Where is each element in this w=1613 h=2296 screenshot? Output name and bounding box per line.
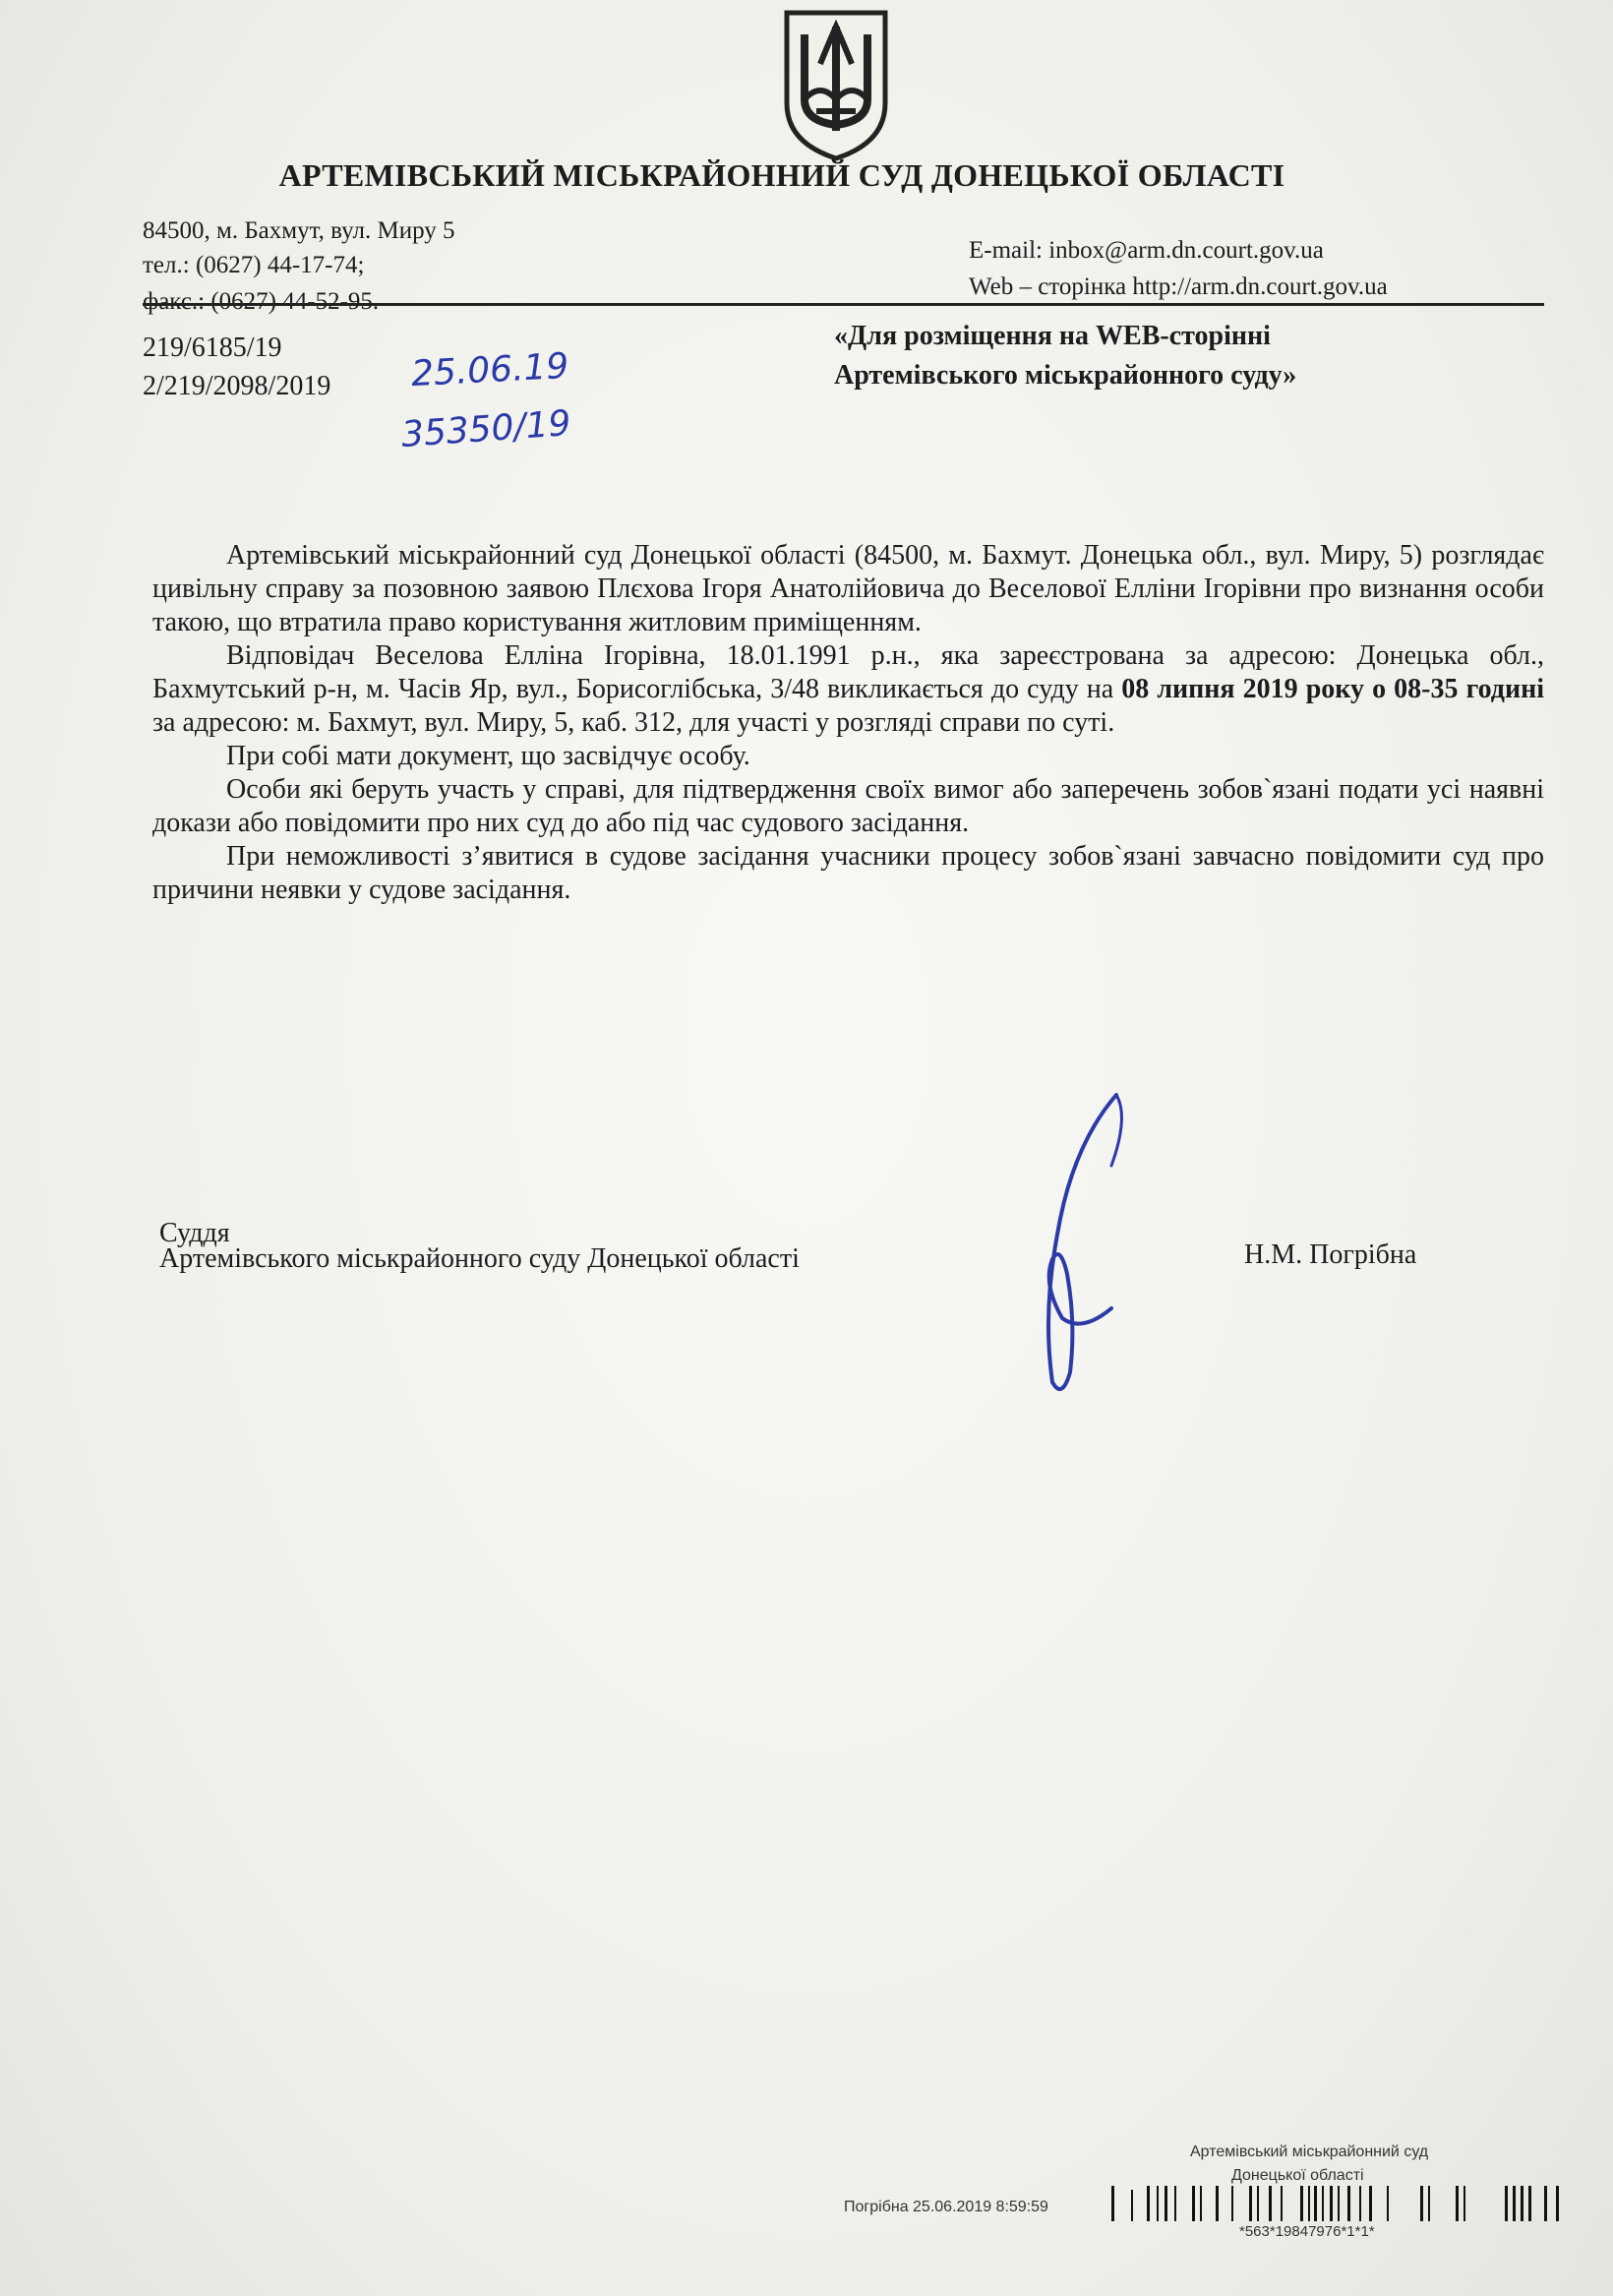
paragraph-id-document: При собі мати документ, що засвідчує особу. [226,741,750,771]
notice-body [152,539,1544,907]
registration-stamp: Погрібна 25.06.2019 8:59:59 [844,2199,1048,2215]
handwritten-date: 25.06.19 [410,345,570,395]
court-address: 84500, м. Бахмут, вул. Миру 5 [143,217,455,244]
case-reference-1: 219/6185/19 [143,332,282,363]
paragraph-case-description: Артемівський міськрайонний суд Донецької області (84500, м. Бахмут. Донецька обл., вул. Миру, 5) розглядає цивільну справу за позовною заявою Плєхова Ігоря Анатолійовича до Веселової Елліни Ігорівни про визнання особи такою, що втратила право користування житловим приміщенням. [152,540,1544,637]
web-note-line1: «Для розміщення на WEB-сторінні [834,321,1271,351]
stamp-court-line1: Артемівський міськрайонний суд [1190,2144,1429,2160]
web-note-line2: Артемівського міськрайонного суду» [834,360,1297,391]
barcode-text: *563*19847976*1*1* [1239,2223,1375,2240]
stamp-court-line2: Донецької області [1231,2167,1364,2184]
court-fax: факс.: (0627) 44-52-95. [143,288,380,315]
court-website: Web – сторінка http://arm.dn.court.gov.ua [969,273,1388,300]
web-publication-note [834,317,1296,395]
judge-signature-icon [1013,1087,1141,1402]
trident-coat-of-arms-icon [777,5,895,162]
judge-name: Н.М. Погрібна [1244,1239,1417,1270]
paragraph-summons [152,639,1544,740]
court-email: E-mail: inbox@arm.dn.court.gov.ua [969,237,1324,264]
summons-text-a: Відповідач Веселова Елліна Ігорівна, 18.01.1991 р.н., яка зареєстрована за адресою: Донецька обл., Бахмутський р-н, м. Часів Яр, вул., Борисоглібська, 3/48 викликається до суду на [152,640,1544,704]
judge-court: Артемівського міськрайонного суду Донецької області [159,1243,800,1274]
judge-title: Суддя [159,1218,230,1248]
handwritten-incoming-number: 35350/19 [399,403,572,455]
summons-text-b: за адресою: м. Бахмут, вул. Миру, 5, каб. 312, для участі у розгляді справи по суті. [152,707,1115,738]
summons-date-time: 08 липня 2019 року о 08-35 годині [1121,674,1544,704]
header-divider [143,303,1544,306]
paragraph-absence-notice: При неможливості з’явитися в судове засідання учасники процесу зобов`язані завчасно повідомити суд про причини неявки у судове засідання. [152,841,1544,905]
court-phone: тел.: (0627) 44-17-74; [143,252,365,278]
barcode-icon [1111,2186,1574,2221]
court-name-heading: АРТЕМІВСЬКИЙ МІСЬКРАЙОННИЙ СУД ДОНЕЦЬКОЇ ОБЛАСТІ [278,157,1285,193]
case-reference-2: 2/219/2098/2019 [143,371,331,401]
paragraph-evidence: Особи які беруть участь у справі, для підтвердження своїх вимог або заперечень зобов`язані подати усі наявні докази або повідомити про них суд до або під час судового засідання. [152,774,1544,838]
